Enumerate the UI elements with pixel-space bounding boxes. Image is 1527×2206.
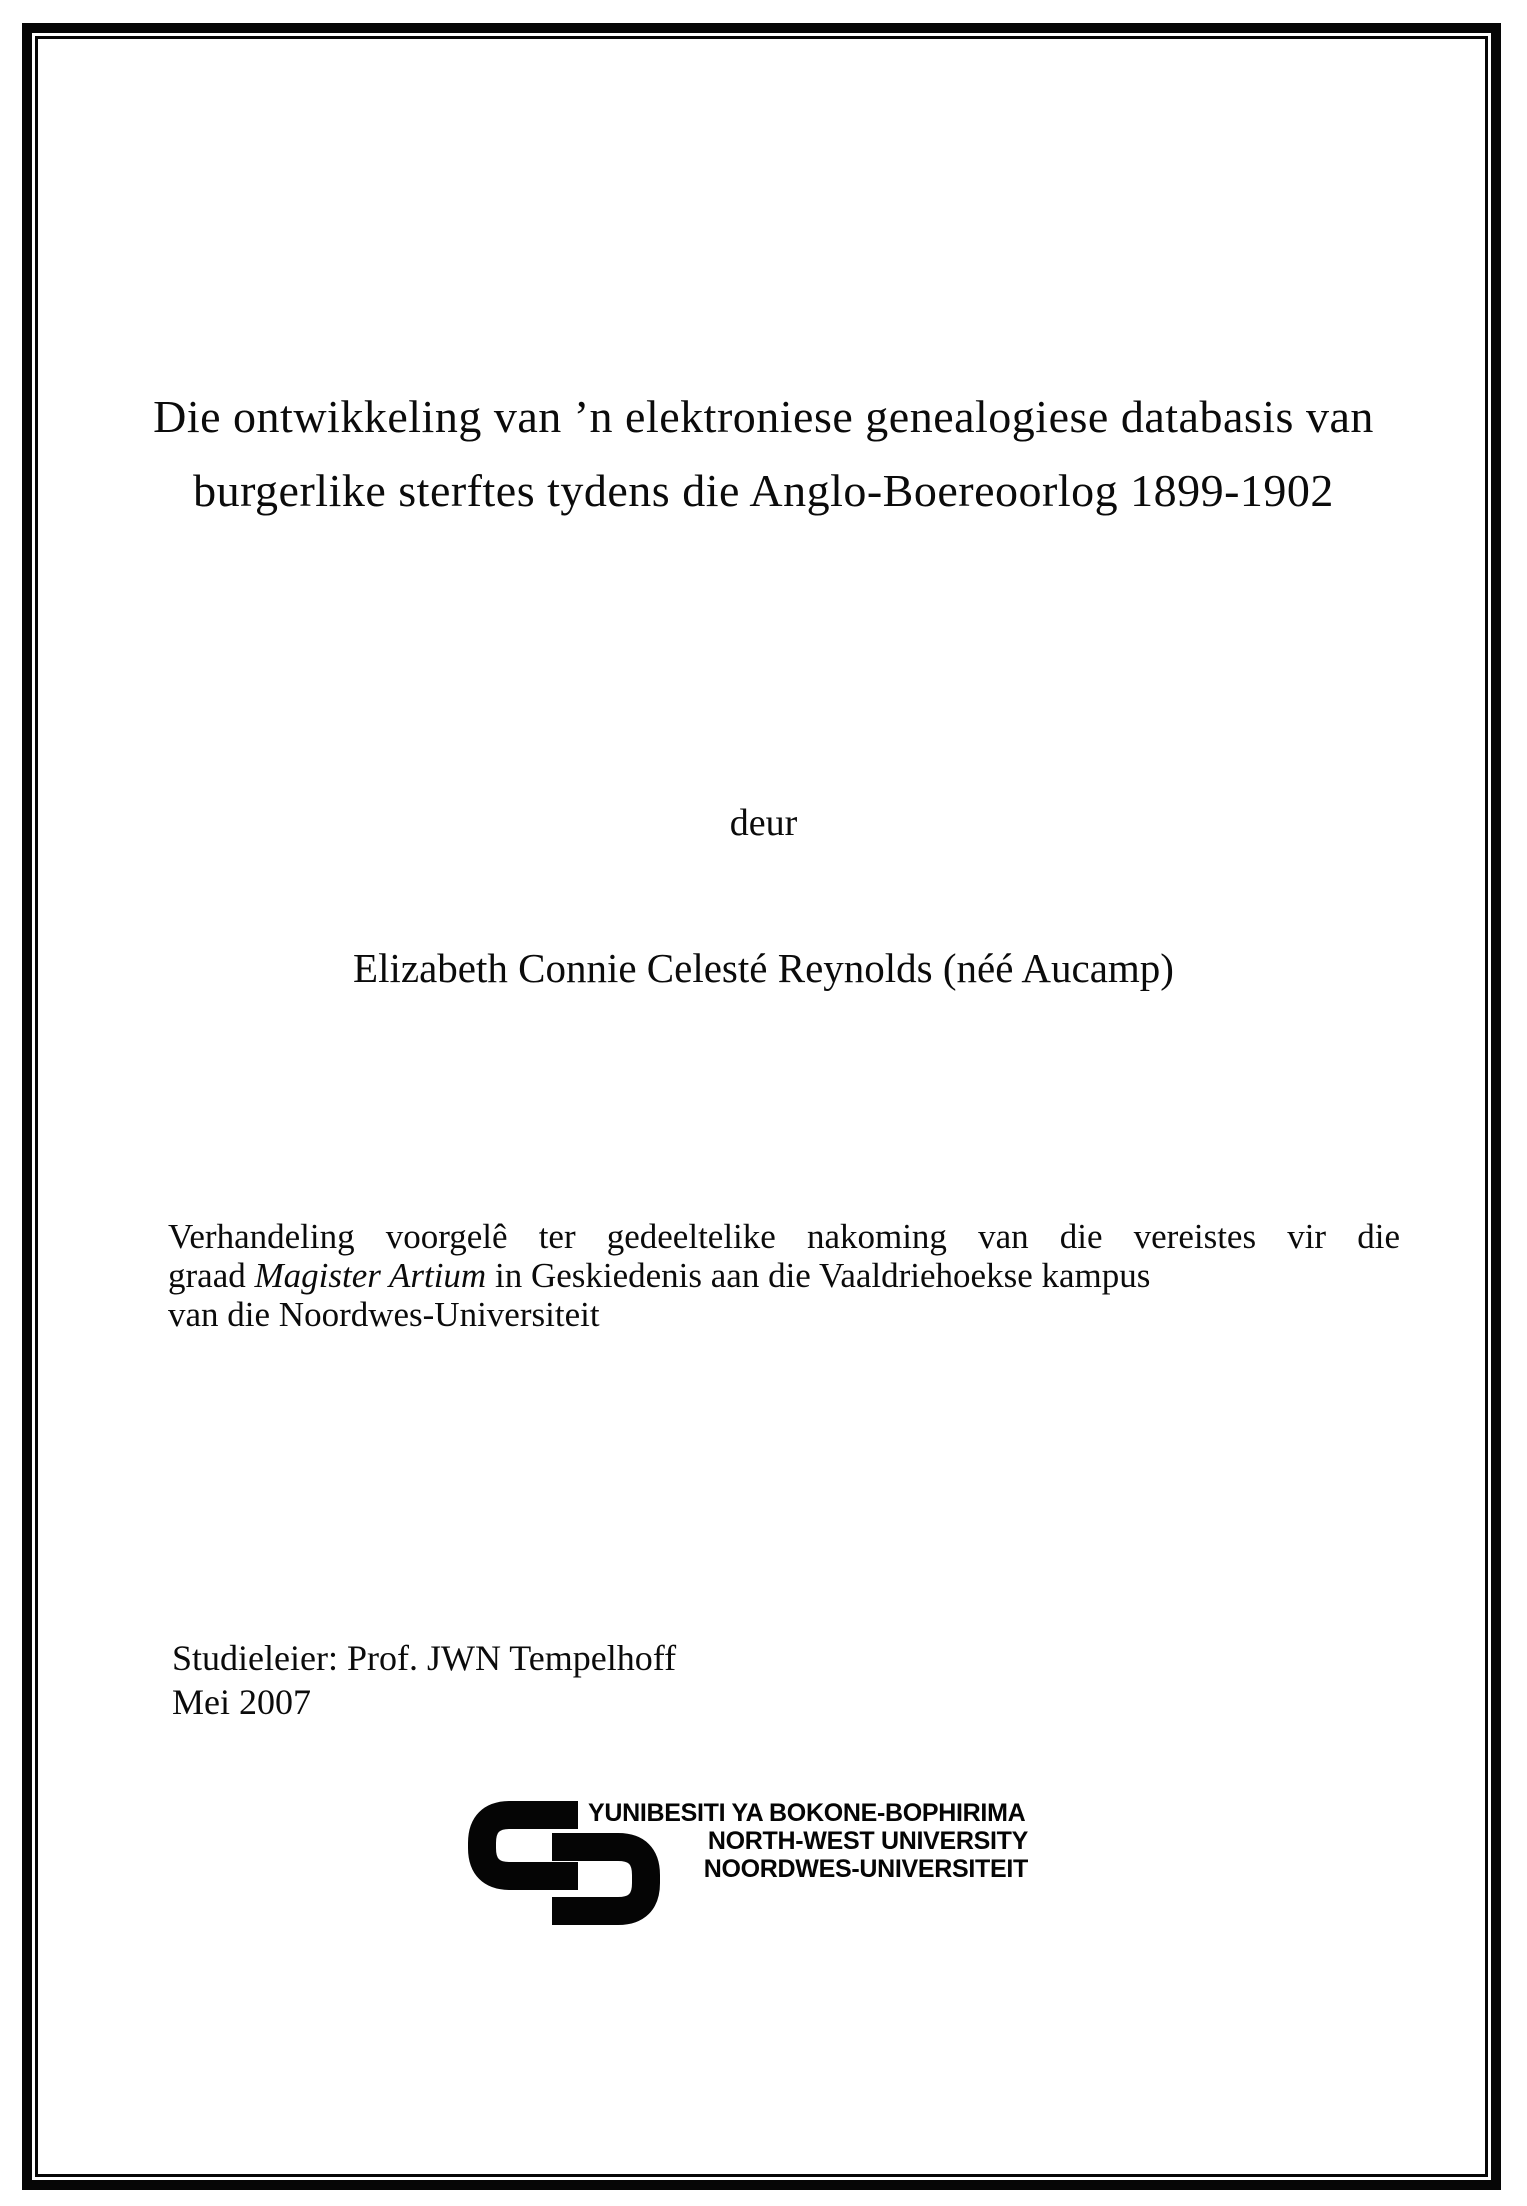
logo-text-afrikaans: NOORDWES-UNIVERSITEIT	[703, 1855, 1028, 1883]
logo-text-english: NORTH-WEST UNIVERSITY	[707, 1827, 1028, 1855]
thesis-title-line2: burgerlike sterftes tydens die Anglo-Boereoorlog 1899-1902	[193, 465, 1334, 516]
degree-statement	[168, 1217, 1400, 1334]
logo-text-setswana: YUNIBESITI YA BOKONE-BOPHIRIMA	[588, 1799, 1026, 1827]
degree-statement-line1: Verhandeling voorgelê ter gedeeltelike nakoming van die vereistes vir die	[168, 1217, 1400, 1256]
thesis-title	[60, 380, 1467, 528]
supervisor-block	[172, 1636, 676, 1724]
degree-statement-line2	[168, 1256, 1400, 1295]
degree-name-italic: Magister Artium	[254, 1256, 487, 1295]
degree-statement-line2-suffix: in Geskiedenis aan die Vaaldriehoekse kampus	[486, 1256, 1151, 1295]
date-line: Mei 2007	[172, 1682, 311, 1722]
author-name: Elizabeth Connie Celesté Reynolds (néé Aucamp)	[353, 945, 1174, 991]
byline: deur	[729, 802, 798, 844]
university-logo-text	[588, 1799, 1028, 1883]
thesis-title-line1: Die ontwikkeling van ’n elektroniese genealogiese databasis van	[153, 391, 1374, 442]
degree-statement-line2-prefix: graad	[168, 1256, 255, 1295]
degree-statement-line3: van die Noordwes-Universiteit	[168, 1295, 600, 1334]
supervisor-line: Studieleier: Prof. JWN Tempelhoff	[172, 1638, 677, 1678]
